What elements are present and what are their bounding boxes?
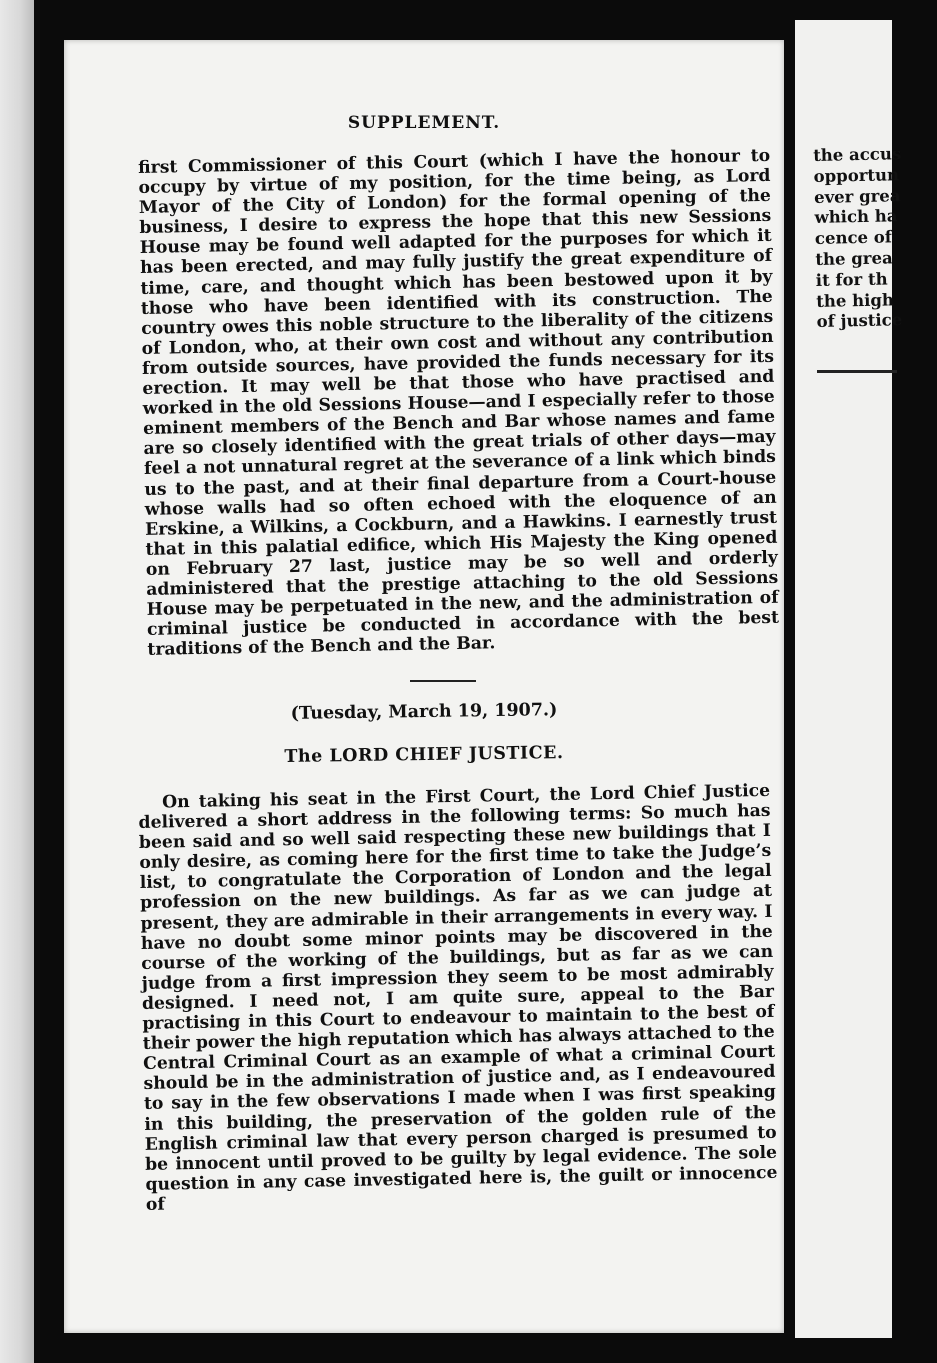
facing-page-edge <box>795 20 903 1340</box>
facing-page-text <box>813 143 937 333</box>
lord-chief-justice-paragraph <box>138 781 778 1215</box>
running-head: SUPPLEMENT. <box>347 113 501 133</box>
facing-line: the accus <box>813 144 902 165</box>
facing-line: of justice <box>816 310 903 332</box>
section-title: The LORD CHIEF JUSTICE. <box>284 743 564 767</box>
scan-left-margin <box>0 0 34 1363</box>
book-page <box>64 40 784 1333</box>
scan-top-border <box>34 0 892 40</box>
paragraph-text: On taking his seat in the First Court, the Lord Chief Justice delivered a short address in the following terms: So much has been said and so well said respecting these new buildings that I only desire, as coming here for the first time to take the Judge’s list, to congratulate the Corporation of London and the legal profession on the new buildings. As far as we can judge at present, they are admirable in their arrangements in every way. I have no doubt some minor points may be discovered in the course of the working of the buildings, but as far as we can judge from a first impression they seem to be most admirably designed. I need not, I am quite sure, appeal to the Bar practising in this Court to endeavour to maintain to the best of their power the high reputation which has always attached to the Central Criminal Court as an example of what a criminal Court should be in the administration of justice and, as I endeavoured to say in the few observations I made when I was first speaking in this building, the preservation of the golden rule of the English criminal law that every person charged is presumed to be innocent until proved to be guilty by legal evidence. The sole question in any case investigated here is, the guilt or innocence of <box>138 780 778 1215</box>
date-heading: (Tuesday, March 19, 1907.) <box>290 700 558 724</box>
facing-page-rule <box>817 370 897 373</box>
facing-line: it for th <box>815 269 888 290</box>
facing-line: cence of <box>814 227 893 249</box>
facing-line: the high <box>816 289 895 311</box>
facing-line: opportun <box>813 165 900 186</box>
scan-bottom-border <box>34 1338 892 1363</box>
facing-line: ever grea <box>813 185 901 207</box>
opening-address-paragraph <box>138 146 780 660</box>
facing-line: the grea <box>815 248 893 269</box>
paragraph-text: first Commissioner of this Court (which I have the honour to occupy by virtue of my position, for the time being, as Lord Mayor of the City of London) for the formal opening of the business, I desire to express the hope that this new Sessions House may be found well adapted for the purposes for which it has been erected, and may fully justify the great expenditure of time, care, and thought which has been bestowed upon it by those who have been identified with its construction. The country owes this noble structure to the liberality of the citizens of London, who, at their own cost and without any contribution from outside sources, have provided the funds necessary for its erection. It may well be that those who have practised and worked in the old Sessions House—and I especially refer to those eminent members of the Bench and Bar whose names and fame are so closely identified with the great trials of other days—may feel a not unnatural regret at the severance of a link which binds us to the past, and at their final departure from a Court-house whose walls had so often echoed with the eloquence of an Erskine, a Wilkins, a Cockburn, and a Hawkins. I earnestly trust that in this palatial edifice, which His Majesty the King opened on February 27 last, justice may be so well and orderly administered that the prestige attaching to the old Sessions House may be perpetuated in the new, and the administration of criminal justice be conducted in accordance with the best traditions of the Bench and the Bar. <box>138 145 780 661</box>
section-divider <box>410 680 476 682</box>
facing-line: which ha <box>814 206 898 228</box>
